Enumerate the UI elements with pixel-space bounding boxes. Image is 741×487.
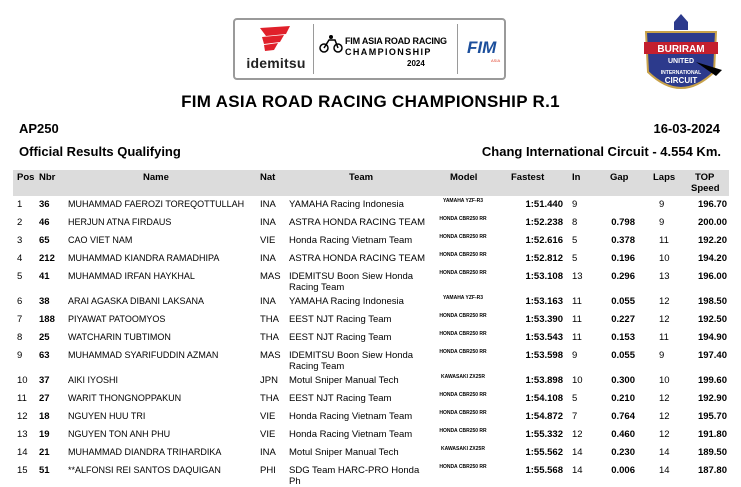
nat-cell: INA	[260, 296, 276, 307]
speed-cell: 192.90	[697, 393, 727, 404]
nbr-cell: 46	[39, 217, 50, 228]
team-cell: Honda Racing Vietnam Team	[289, 429, 413, 440]
laps-cell: 11	[659, 332, 669, 343]
table-row	[13, 196, 729, 214]
nbr-cell: 36	[39, 199, 50, 210]
nbr-cell: 19	[39, 429, 50, 440]
rider-name-cell: CAO VIET NAM	[68, 235, 133, 245]
championship-logo	[319, 28, 459, 74]
gap-cell: 0.055	[611, 296, 635, 307]
col-model: Model	[450, 172, 478, 183]
model-cell: HONDA CBR250 RR	[439, 252, 487, 258]
col-pos: Pos	[17, 172, 35, 183]
gap-cell: 0.798	[611, 217, 635, 228]
pos-cell: 13	[17, 429, 28, 440]
team-cell: ASTRA HONDA RACING TEAM	[289, 253, 426, 264]
team-cell: IDEMITSU Boon Siew Honda Racing Team	[289, 271, 414, 293]
rider-name-cell: MUHAMMAD IRFAN HAYKHAL	[68, 271, 195, 281]
gap-cell: 0.210	[611, 393, 635, 404]
gap-cell: 0.230	[611, 447, 635, 458]
idemitsu-flag-icon	[256, 24, 296, 54]
in-cell: 8	[572, 217, 578, 228]
gap-cell: 0.296	[611, 271, 635, 282]
model-cell: HONDA CBR250 RR	[439, 270, 487, 276]
model-cell: HONDA CBR250 RR	[439, 234, 487, 240]
col-nbr: Nbr	[39, 172, 56, 183]
rider-name-cell: MUHAMMAD DIANDRA TRIHARDIKA	[68, 447, 222, 457]
nat-cell: THA	[260, 314, 279, 325]
model-cell: HONDA CBR250 RR	[439, 216, 487, 222]
speed-cell: 191.80	[697, 429, 727, 440]
laps-cell: 13	[659, 271, 670, 282]
fastest-cell: 1:53.543	[525, 332, 563, 343]
table-row	[13, 390, 729, 408]
gap-cell: 0.378	[611, 235, 635, 246]
rider-name-cell: NGUYEN HUU TRI	[68, 411, 146, 421]
fastest-cell: 1:53.898	[525, 375, 563, 386]
fastest-cell: 1:54.872	[525, 411, 563, 422]
laps-cell: 10	[659, 375, 670, 386]
rider-name-cell: NGUYEN TON ANH PHU	[68, 429, 171, 439]
pos-cell: 1	[17, 199, 23, 210]
rider-name-cell: ARAI AGASKA DIBANI LAKSANA	[68, 296, 205, 306]
laps-cell: 12	[659, 314, 670, 325]
laps-cell: 12	[659, 429, 670, 440]
table-row	[13, 232, 729, 250]
gap-cell: 0.300	[611, 375, 635, 386]
table-row	[13, 250, 729, 268]
nbr-cell: 63	[39, 350, 50, 361]
logo-text-united: UNITED	[667, 58, 695, 65]
nbr-cell: 21	[39, 447, 50, 458]
table-body	[13, 196, 729, 487]
logo-text-circuit: CIRCUIT	[664, 76, 698, 85]
col-speed-top: TOP	[695, 172, 715, 183]
rider-name-cell: AIKI IYOSHI	[68, 375, 119, 385]
nbr-cell: 18	[39, 411, 50, 422]
nat-cell: VIE	[260, 411, 276, 422]
laps-cell: 14	[659, 447, 670, 458]
in-cell: 5	[572, 393, 578, 404]
nat-cell: MAS	[260, 350, 281, 361]
speed-cell: 187.80	[697, 465, 727, 476]
model-cell: HONDA CBR250 RR	[439, 331, 487, 337]
nbr-cell: 38	[39, 296, 50, 307]
table-row	[13, 311, 729, 329]
circuit-info: Chang International Circuit - 4.554 Km.	[481, 144, 721, 159]
in-cell: 12	[572, 429, 583, 440]
rider-name-cell: **ALFONSI REI SANTOS DAQUIGAN	[68, 465, 221, 475]
in-cell: 11	[572, 296, 582, 307]
laps-cell: 9	[659, 350, 665, 361]
team-cell: Honda Racing Vietnam Team	[289, 411, 413, 422]
table-row	[13, 293, 729, 311]
pos-cell: 14	[17, 447, 28, 458]
in-cell: 7	[572, 411, 578, 422]
fastest-cell: 1:53.598	[525, 350, 563, 361]
nat-cell: INA	[260, 217, 276, 228]
nbr-cell: 41	[39, 271, 50, 282]
nat-cell: VIE	[260, 235, 276, 246]
nat-cell: PHI	[260, 465, 276, 476]
team-cell: EEST NJT Racing Team	[289, 314, 392, 325]
laps-cell: 9	[659, 217, 665, 228]
laps-cell: 14	[659, 465, 670, 476]
pos-cell: 11	[17, 393, 27, 404]
model-cell: KAWASAKI ZX25R	[441, 374, 485, 380]
model-cell: HONDA CBR250 RR	[439, 464, 487, 470]
pos-cell: 2	[17, 217, 23, 228]
model-cell: HONDA CBR250 RR	[439, 313, 487, 319]
fastest-cell: 1:52.616	[525, 235, 563, 246]
logo-text-buriram: BURIRAM	[657, 44, 705, 55]
speed-cell: 197.40	[697, 350, 727, 361]
team-cell: YAMAHA Racing Indonesia	[289, 199, 404, 210]
model-cell: HONDA CBR250 RR	[439, 392, 487, 398]
nat-cell: JPN	[260, 375, 278, 386]
idemitsu-logo	[245, 24, 307, 78]
nat-cell: THA	[260, 393, 279, 404]
col-nat: Nat	[260, 172, 276, 183]
pos-cell: 5	[17, 271, 23, 282]
in-cell: 11	[572, 314, 582, 325]
results-table	[13, 170, 729, 487]
logo-text-international: INTERNATIONAL	[660, 70, 702, 76]
pos-cell: 7	[17, 314, 23, 325]
model-cell: HONDA CBR250 RR	[439, 349, 487, 355]
laps-cell: 12	[659, 393, 670, 404]
gap-cell: 0.153	[611, 332, 635, 343]
buriram-circuit-logo	[636, 12, 726, 104]
speed-cell: 196.00	[697, 271, 727, 282]
idemitsu-text: idemitsu	[246, 55, 306, 71]
fastest-cell: 1:53.163	[525, 296, 563, 307]
championship-line2: CHAMPIONSHIP	[345, 47, 432, 57]
race-date: 16-03-2024	[653, 121, 720, 136]
table-row	[13, 444, 729, 462]
in-cell: 14	[572, 465, 583, 476]
speed-cell: 192.50	[697, 314, 727, 325]
rider-name-cell: MUHAMMAD FAEROZI TOREQOTTULLAH	[68, 199, 245, 209]
rider-name-cell: HERJUN ATNA FIRDAUS	[68, 217, 172, 227]
fastest-cell: 1:51.440	[525, 199, 563, 210]
nbr-cell: 188	[39, 314, 55, 325]
table-row	[13, 214, 729, 232]
nbr-cell: 27	[39, 393, 50, 404]
championship-line1: FIM ASIA ROAD RACING	[345, 36, 447, 46]
logo-separator	[313, 24, 314, 74]
fim-logo	[461, 36, 503, 66]
nbr-cell: 65	[39, 235, 50, 246]
table-row	[13, 329, 729, 347]
laps-cell: 11	[659, 235, 669, 246]
speed-cell: 194.20	[697, 253, 727, 264]
pos-cell: 8	[17, 332, 23, 343]
gap-cell: 0.055	[611, 350, 635, 361]
fastest-cell: 1:53.108	[525, 271, 563, 282]
fastest-cell: 1:54.108	[525, 393, 563, 404]
team-cell: IDEMITSU Boon Siew Honda Racing Team	[289, 350, 414, 372]
gap-cell: 0.460	[611, 429, 635, 440]
in-cell: 13	[572, 271, 583, 282]
team-cell: Motul Sniper Manual Tech	[289, 375, 399, 386]
nbr-cell: 51	[39, 465, 50, 476]
race-class: AP250	[19, 121, 59, 136]
logo-separator	[457, 24, 458, 74]
pos-cell: 6	[17, 296, 23, 307]
rider-name-cell: PIYAWAT PATOOMYOS	[68, 314, 166, 324]
speed-cell: 192.20	[697, 235, 727, 246]
gap-cell: 0.227	[611, 314, 635, 325]
gap-cell: 0.006	[611, 465, 635, 476]
in-cell: 10	[572, 375, 583, 386]
header-logo-box	[233, 18, 506, 80]
nbr-cell: 25	[39, 332, 50, 343]
gap-cell: 0.764	[611, 411, 635, 422]
model-cell: KAWASAKI ZX25R	[441, 446, 485, 452]
in-cell: 5	[572, 253, 578, 264]
col-laps: Laps	[653, 172, 676, 183]
table-row	[13, 408, 729, 426]
fim-sub: ASIA	[491, 58, 501, 63]
pos-cell: 4	[17, 253, 23, 264]
col-in: In	[572, 172, 581, 183]
table-row	[13, 268, 729, 293]
nbr-cell: 212	[39, 253, 55, 264]
team-cell: Motul Sniper Manual Tech	[289, 447, 399, 458]
fastest-cell: 1:53.390	[525, 314, 563, 325]
in-cell: 9	[572, 199, 578, 210]
team-cell: EEST NJT Racing Team	[289, 332, 392, 343]
nat-cell: THA	[260, 332, 279, 343]
motorbike-icon	[319, 34, 343, 54]
fastest-cell: 1:52.812	[525, 253, 563, 264]
nat-cell: MAS	[260, 271, 281, 282]
results-subtitle: Official Results Qualifying	[19, 144, 181, 159]
speed-cell: 189.50	[697, 447, 727, 458]
in-cell: 5	[572, 235, 578, 246]
pos-cell: 15	[17, 465, 28, 476]
in-cell: 14	[572, 447, 583, 458]
nat-cell: VIE	[260, 429, 276, 440]
pos-cell: 3	[17, 235, 23, 246]
rider-name-cell: MUHAMMAD SYARIFUDDIN AZMAN	[68, 350, 219, 360]
laps-cell: 10	[659, 253, 670, 264]
laps-cell: 12	[659, 296, 670, 307]
fastest-cell: 1:55.562	[525, 447, 563, 458]
speed-cell: 199.60	[697, 375, 727, 386]
speed-cell: 198.50	[697, 296, 727, 307]
pos-cell: 10	[17, 375, 28, 386]
rider-name-cell: WARIT THONGNOPPAKUN	[68, 393, 182, 403]
laps-cell: 12	[659, 411, 670, 422]
model-cell: YAMAHA YZF-R3	[442, 295, 484, 301]
nat-cell: INA	[260, 253, 276, 264]
in-cell: 11	[572, 332, 582, 343]
speed-cell: 196.70	[697, 199, 727, 210]
model-cell: YAMAHA YZF-R3	[442, 198, 484, 204]
col-name: Name	[143, 172, 169, 183]
laps-cell: 9	[659, 199, 665, 210]
pos-cell: 12	[17, 411, 28, 422]
model-cell: HONDA CBR250 RR	[439, 428, 487, 434]
championship-year: 2024	[407, 59, 425, 68]
table-row	[13, 372, 729, 390]
table-row	[13, 426, 729, 444]
col-gap: Gap	[610, 172, 629, 183]
nat-cell: INA	[260, 199, 276, 210]
page-title: FIM ASIA ROAD RACING CHAMPIONSHIP R.1	[181, 92, 560, 111]
rider-name-cell: MUHAMMAD KIANDRA RAMADHIPA	[68, 253, 220, 263]
nat-cell: INA	[260, 447, 276, 458]
pos-cell: 9	[17, 350, 23, 361]
team-cell: Honda Racing Vietnam Team	[289, 235, 413, 246]
speed-cell: 194.90	[697, 332, 727, 343]
fim-text: FIM	[467, 38, 497, 57]
rider-name-cell: WATCHARIN TUBTIMON	[68, 332, 171, 342]
speed-cell: 200.00	[697, 217, 727, 228]
team-cell: EEST NJT Racing Team	[289, 393, 392, 404]
table-header	[13, 170, 729, 196]
fastest-cell: 1:52.238	[525, 217, 563, 228]
table-row	[13, 462, 729, 487]
in-cell: 9	[572, 350, 578, 361]
team-cell: ASTRA HONDA RACING TEAM	[289, 217, 426, 228]
col-fastest: Fastest	[511, 172, 545, 183]
col-speed: Speed	[691, 183, 720, 194]
table-row	[13, 347, 729, 372]
nbr-cell: 37	[39, 375, 50, 386]
speed-cell: 195.70	[697, 411, 727, 422]
fastest-cell: 1:55.332	[525, 429, 563, 440]
team-cell: SDG Team HARC-PRO Honda Ph	[289, 465, 420, 487]
fastest-cell: 1:55.568	[525, 465, 563, 476]
team-cell: YAMAHA Racing Indonesia	[289, 296, 404, 307]
gap-cell: 0.196	[611, 253, 635, 264]
col-team: Team	[349, 172, 374, 183]
model-cell: HONDA CBR250 RR	[439, 410, 487, 416]
